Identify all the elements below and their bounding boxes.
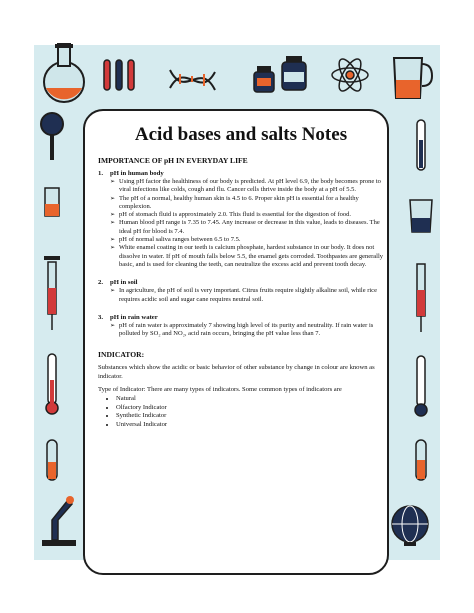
beaker-icon: [410, 200, 432, 232]
list-item: • Natural: [116, 395, 384, 404]
bullet-list: [98, 287, 384, 304]
section-ph-soil: [98, 279, 384, 304]
indicator-types-intro: Type of Indicator: There are many types of indicators. Some common types of indicators are: [98, 386, 342, 394]
test-tubes-icon: [104, 60, 134, 90]
jar-icon: [254, 66, 274, 92]
list-item: ➢ The pH of a normal, healthy human skin is 4.5 to 6. Proper skin pH is essential for a healthy complexion.: [110, 195, 384, 212]
section-number: 1.: [98, 170, 104, 177]
section-number: 2.: [98, 279, 104, 287]
section-title: pH in human body: [110, 170, 164, 177]
list-item: ➢ pH of stomach fluid is approximately 2.0. This fluid is essential for the digestion of food.: [110, 211, 384, 219]
section-number: 3.: [98, 313, 104, 321]
list-item: ➢ Human blood pH range is 7.35 to 7.45. Any increase or decrease in this value, leads to diseases. The ideal pH for blood is 7.4.: [110, 219, 384, 236]
thermometer-icon: [46, 354, 58, 414]
bullet-list: [98, 322, 384, 339]
section-ph-human-body: [98, 170, 384, 269]
test-tubes-icon: [47, 440, 57, 480]
thermometer-icon: [417, 120, 425, 170]
list-item: • Universal Indicator: [116, 421, 384, 430]
list-item: ➢ pH of normal saliva ranges between 6.5 to 7.5.: [110, 236, 384, 244]
bullet-list: [98, 178, 384, 269]
test-tubes-icon: [416, 440, 426, 480]
section-heading: IMPORTANCE OF pH IN EVERYDAY LIFE: [98, 156, 248, 165]
section-title: pH in soil: [110, 279, 138, 287]
test-tubes-icon: [45, 188, 59, 216]
list-item: • Synthetic Indicator: [116, 412, 384, 421]
notes-content: [98, 118, 384, 429]
list-item: • Olfactory Indicator: [116, 404, 384, 413]
thermometer-icon: [415, 356, 427, 416]
list-item: ➢ Using pH factor the healthiness of our body is predicted. At pH level 6.9, the body becomes prone to viral infections like colds, cough and flu. Cancer cells thrive inside the body at a pH of 5.5.: [110, 178, 384, 195]
indicator-heading: INDICATOR:: [98, 350, 145, 360]
page-title: Acid bases and salts Notes: [134, 124, 348, 145]
section-ph-rain-water: [98, 314, 384, 339]
list-item: ➢ White enamel coating in our teeth is calcium phosphate, hardest substance in our body. It does not dissolve in water. If pH of mouth falls below 5.5, the enamel gets corroded. Toothpastes are generally basic, and is used for cleaning the teeth, can neutralize the excess acid and prevent tooth decay.: [110, 244, 384, 269]
section-title: pH in rain water: [110, 313, 158, 321]
list-item: ➢ In agriculture, the pH of soil is very important. Citrus fruits require slightly alkaline soil, while rice requires acidic soil and sugar cane requires neutral soil.: [110, 287, 384, 304]
indicator-types-list: [98, 395, 384, 429]
list-item: ➢ pH of rain water is approximately 7 showing high level of its purity and neutrality. If rain water is polluted by SO₂ and NO₂, acid rain occurs, bringing the pH value less than 7.: [110, 322, 384, 339]
indicator-definition: Substances which show the acidic or basic behavior of other substance by change in colour are known as indicator.: [98, 364, 375, 380]
